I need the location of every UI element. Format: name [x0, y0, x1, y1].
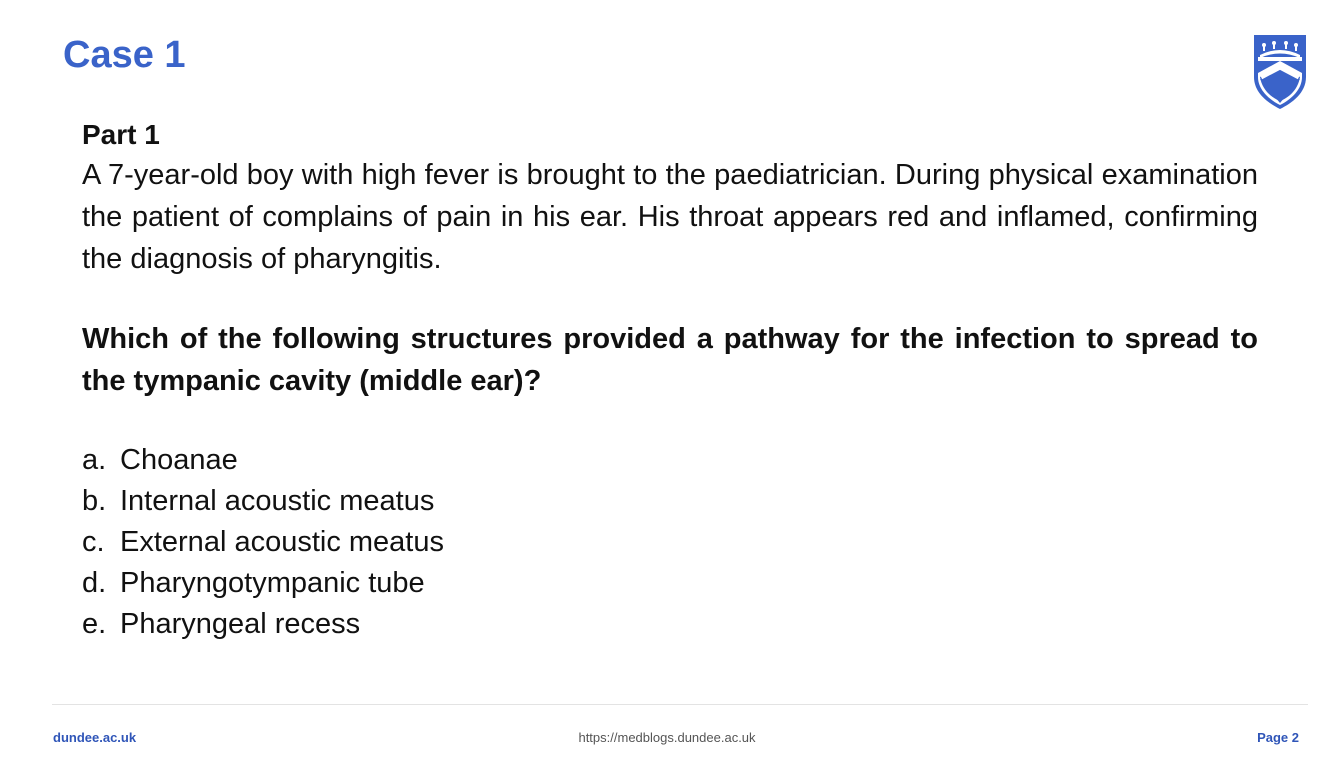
- option-letter: e.: [82, 608, 107, 640]
- option-letter: d.: [82, 567, 107, 599]
- answer-options: [82, 440, 1258, 645]
- answer-option-d: [82, 563, 1258, 604]
- slide-content: [82, 116, 1258, 645]
- case-description: A 7-year-old boy with high fever is brought to the paediatrician. During physical examination the patient of complains of pain in his ear. His throat appears red and inflamed, confirming the diagnosis of pharyngitis.: [82, 159, 1258, 275]
- university-shield-icon: [1252, 33, 1308, 111]
- footer-site-link[interactable]: dundee.ac.uk: [53, 730, 137, 745]
- footer-url[interactable]: https://medblogs.dundee.ac.uk: [578, 730, 756, 745]
- option-text: External acoustic meatus: [120, 526, 444, 558]
- answer-option-c: [82, 522, 1258, 563]
- option-letter: c.: [82, 526, 105, 558]
- option-letter: b.: [82, 485, 107, 517]
- option-letter: a.: [82, 444, 107, 476]
- option-text: Internal acoustic meatus: [120, 485, 435, 517]
- option-text: Choanae: [120, 444, 238, 476]
- question-text: Which of the following structures provided a pathway for the infection to spread to the tympanic cavity (middle ear)?: [82, 323, 1258, 397]
- option-text: Pharyngeal recess: [120, 608, 361, 640]
- part-heading: Part 1: [82, 119, 160, 150]
- answer-option-b: [82, 481, 1258, 522]
- slide-title: Case 1: [63, 34, 186, 76]
- option-text: Pharyngotympanic tube: [120, 567, 425, 599]
- footer-divider: [52, 704, 1308, 705]
- page-number: Page 2: [1257, 730, 1299, 745]
- answer-option-e: [82, 604, 1258, 645]
- answer-option-a: [82, 440, 1258, 481]
